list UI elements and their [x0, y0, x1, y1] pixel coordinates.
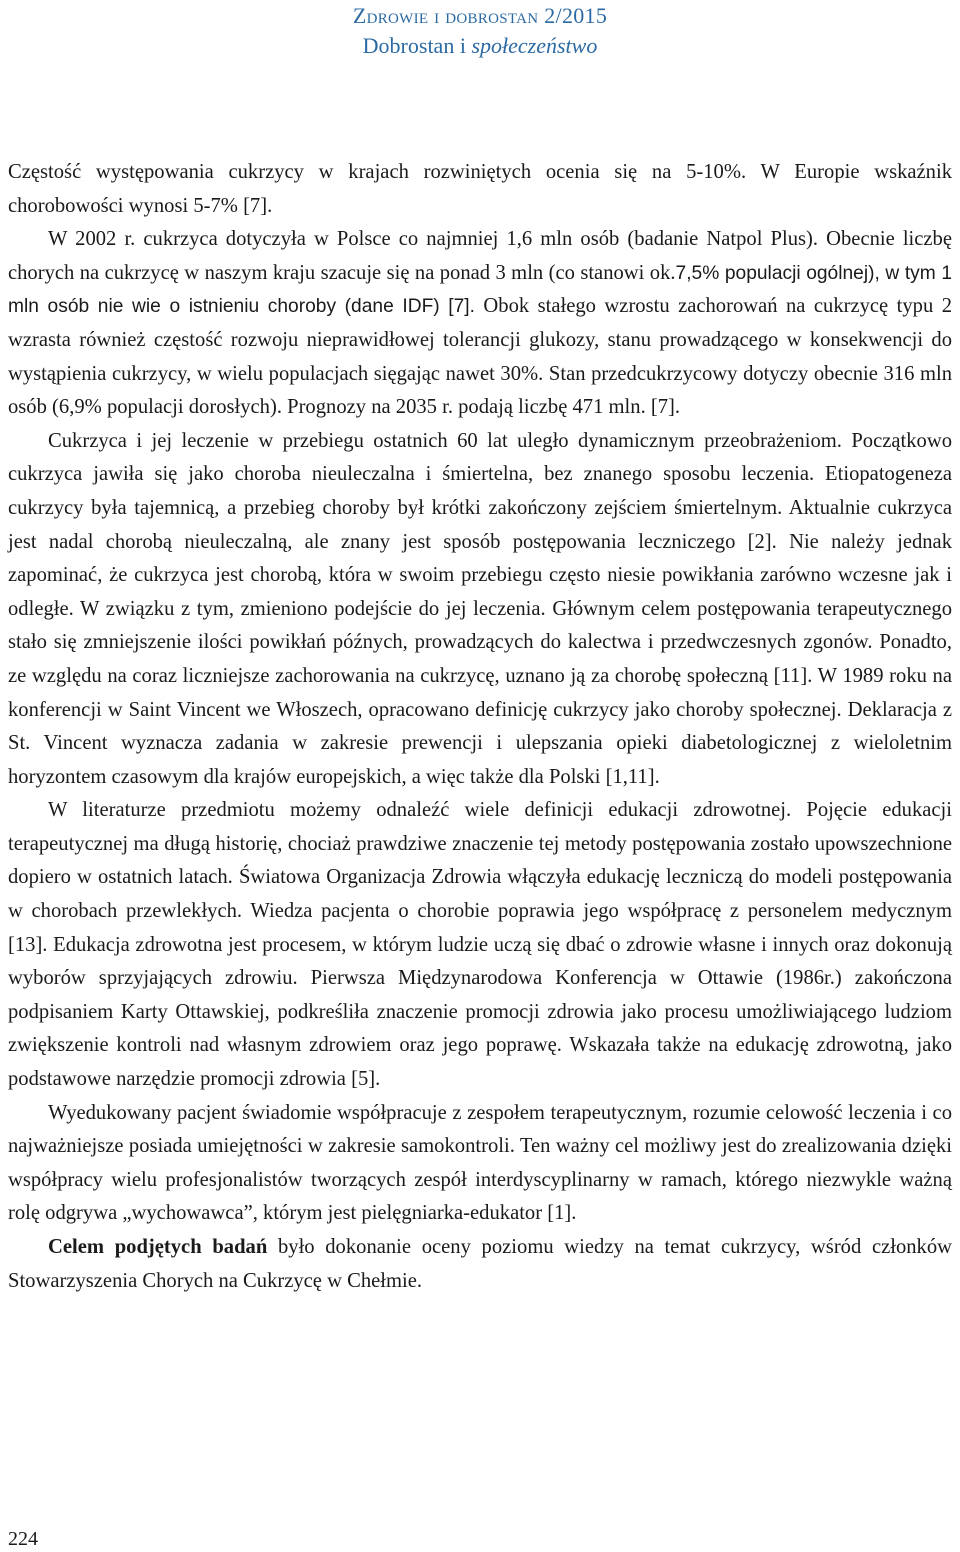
paragraph-health-education: W literaturze przedmiotu możemy odnaleźć wiele definicji edukacji zdrowotnej. Pojęcie edukacji terapeutycznej ma długą historię, chociaż prawdziwe znaczenie tej metody postępowania zostało upowszechnione dopiero w ostatnich latach. Światowa Organizacja Zdrowia włączyła edukację leczniczą do modeli postępowania w chorobach przewlekłych. Wiedza pacjenta o chorobie poprawia jego współpracę z personelem medycznym [13]. Edukacja zdrowotna jest procesem, w którym ludzie uczą się dbać o zdrowie własne i innych oraz dokonują wyborów sprzyjających zdrowiu. Pierwsza Międzynarodowa Konferencja w Ottawie (1986r.) zakończona podpisaniem Karty Ottawskiej, podkreśliła znaczenie promocji zdrowia jako procesu umożliwiającego ludziom zwiększenie kontroli nad własnym zdrowiem oraz jego poprawę. Wskazała także na edukację zdrowotną, jako podstawowe narzędzie promocji zdrowia [5]. [8, 799, 952, 1091]
paragraph-poland-statistics-idf: 7,5% populacji ogólnej), w tym 1 mln osób nie wie o istnieniu choroby (dane IDF) [7]. [8, 262, 953, 318]
section-title-italic: społeczeństwo [471, 33, 598, 58]
paragraph-treatment-history: Cukrzyca i jej leczenie w przebiegu ostatnich 60 lat uległo dynamicznym przeobrażeniom. Początkowo cukrzyca jawiła się jako choroba nieuleczalna i śmiertelna, bez znanego sposobu leczenia. Etiopatogeneza cukrzycy była tajemnicą, a przebieg choroby był krótki zakończony zejściem śmiertelnym. Aktualnie cukrzyca jest nadal chorobą nieuleczalną, ale znany jest sposób postępowania leczniczego [2]. Nie należy jednak zapominać, że cukrzyca jest chorobą, która w swoim przebiegu często niesie powikłania zarówno wczesne jak i odległe. W związku z tym, zmieniono podejście do jej leczenia. Głównym celem postępowania terapeutycznego stało się zmniejszenie ilości powikłań późnych, prowadzących do kalectwa i przedwczesnych zgonów. Ponadto, ze względu na coraz liczniejsze zachorowania na cukrzycę, uznano ją za chorobę społeczną [11]. W 1989 roku na konferencji w Saint Vincent we Włoszech, opracowano definicję cukrzycy jako choroby społecznej. Deklaracja z St. Vincent wyznacza zadania w zakresie prewencji i ulepszania opieki diabetologicznej z wieloletnim horyzontem czasowym dla krajów europejskich, a więc także dla Polski [1,11]. [8, 429, 952, 788]
paragraph-educated-patient: Wyedukowany pacjent świadomie współpracuje z zespołem terapeutycznym, rozumie celowość leczenia i co najważniejsze posiada umiejętności w zakresie samokontroli. Ten ważny cel możliwy jest do zrealizowania dzięki współpracy wielu profesjonalistów tworzących zespół interdyscyplinarny w ramach, którego niezwykle ważną rolę odgrywa „wychowawca”, którym jest pielęgniarka-edukator [1]. [8, 1101, 952, 1225]
article-body [8, 156, 952, 1298]
journal-title: Zdrowie i dobrostan 2/2015 [352, 3, 608, 28]
paragraph-poland-statistics [8, 223, 952, 425]
paragraph-prevalence: Częstość występowania cukrzycy w krajach rozwiniętych ocenia się na 5-10%. W Europie wskaźnik chorobowości wynosi 5-7% [7]. [8, 161, 952, 217]
study-aim-bold-phrase: Celem podjętych badań [48, 1236, 268, 1258]
page-number: 224 [8, 1528, 38, 1550]
section-title [0, 30, 960, 62]
paragraph-poland-statistics-part2: Obok stałego wzrostu zachorowań na cukrzycę typu 2 wzrasta również częstość rozwoju nieprawidłowej tolerancji glukozy, stanu prowadzącego w konsekwencji do wystąpienia cukrzycy, w wielu populacjach sięgając nawet 30%. Stan przedcukrzycowy dotyczy obecnie 316 mln osób (6,9% populacji dorosłych). Prognozy na 2035 r. podają liczbę 471 mln. [7]. [8, 295, 953, 419]
paragraph-poland-statistics-part1: W 2002 r. cukrzyca dotyczyła w Polsce co najmniej 1,6 mln osób (badanie Natpol Plus). Obecnie liczbę chorych na cukrzycę w naszym kraju szacuje się na ponad 3 mln (co stanowi ok. [8, 228, 952, 284]
paragraph-study-aim [8, 1231, 952, 1298]
study-aim-rest: było dokonanie oceny poziomu wiedzy na temat cukrzycy, wśród członków Stowarzyszenia Chorych na Cukrzycę w Chełmie. [8, 1236, 953, 1292]
section-title-plain: Dobrostan i [362, 33, 472, 58]
